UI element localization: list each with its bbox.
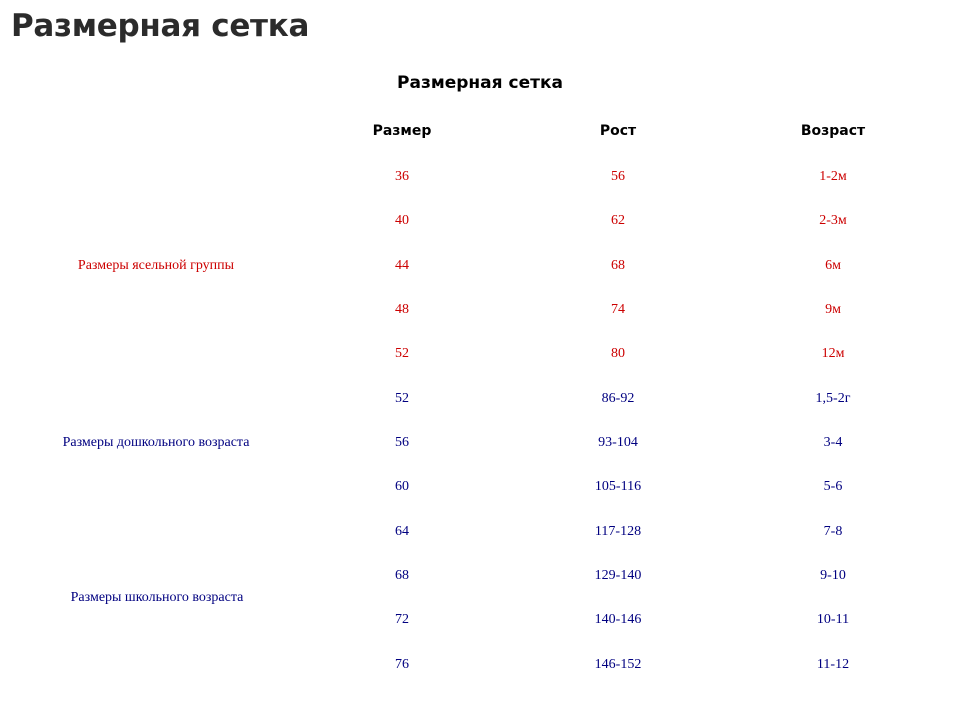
table-cell-height: 93-104 [598, 435, 638, 450]
table-cell-age: 1-2м [819, 169, 847, 184]
table-cell-size: 40 [395, 213, 409, 228]
table-cell-age: 1,5-2г [815, 391, 851, 406]
table-cell-age: 3-4 [823, 435, 843, 450]
table-cell-age: 9-10 [820, 568, 846, 583]
table-cell-size: 72 [395, 612, 409, 627]
group-label-school: Размеры школьного возраста [70, 590, 244, 605]
table-cell-height: 86-92 [601, 391, 635, 406]
table-cell-size: 64 [395, 524, 409, 539]
table-cell-age: 5-6 [823, 479, 843, 494]
page-title: Размерная сетка [11, 8, 310, 44]
table-cell-size: 48 [395, 302, 409, 317]
table-cell-size: 60 [395, 479, 409, 494]
table-cell-height: 105-116 [594, 479, 642, 494]
table-cell-height: 146-152 [594, 657, 642, 672]
column-header-size: Размер [372, 123, 432, 139]
table-cell-size: 52 [395, 346, 409, 361]
column-header-age: Возраст [800, 123, 866, 139]
table-cell-height: 117-128 [594, 524, 642, 539]
table-cell-size: 36 [395, 169, 409, 184]
table-cell-age: 2-3м [819, 213, 847, 228]
table-cell-height: 80 [611, 346, 625, 361]
table-cell-age: 9м [825, 302, 841, 317]
table-title: Размерная сетка [397, 73, 563, 93]
table-cell-age: 10-11 [816, 612, 850, 627]
table-cell-height: 56 [611, 169, 625, 184]
column-header-height: Рост [599, 123, 637, 139]
table-cell-height: 62 [611, 213, 625, 228]
table-cell-size: 56 [395, 435, 409, 450]
table-cell-size: 68 [395, 568, 409, 583]
table-cell-height: 68 [611, 258, 625, 273]
table-cell-age: 7-8 [823, 524, 843, 539]
group-label-nursery: Размеры ясельной группы [77, 258, 235, 273]
table-cell-height: 74 [611, 302, 625, 317]
group-label-preschool: Размеры дошкольного возраста [62, 435, 250, 450]
table-cell-size: 44 [395, 258, 409, 273]
table-cell-size: 52 [395, 391, 409, 406]
table-cell-height: 140-146 [594, 612, 642, 627]
table-cell-size: 76 [395, 657, 409, 672]
table-cell-height: 129-140 [594, 568, 642, 583]
table-cell-age: 6м [825, 258, 841, 273]
table-cell-age: 12м [821, 346, 845, 361]
table-cell-age: 11-12 [816, 657, 850, 672]
